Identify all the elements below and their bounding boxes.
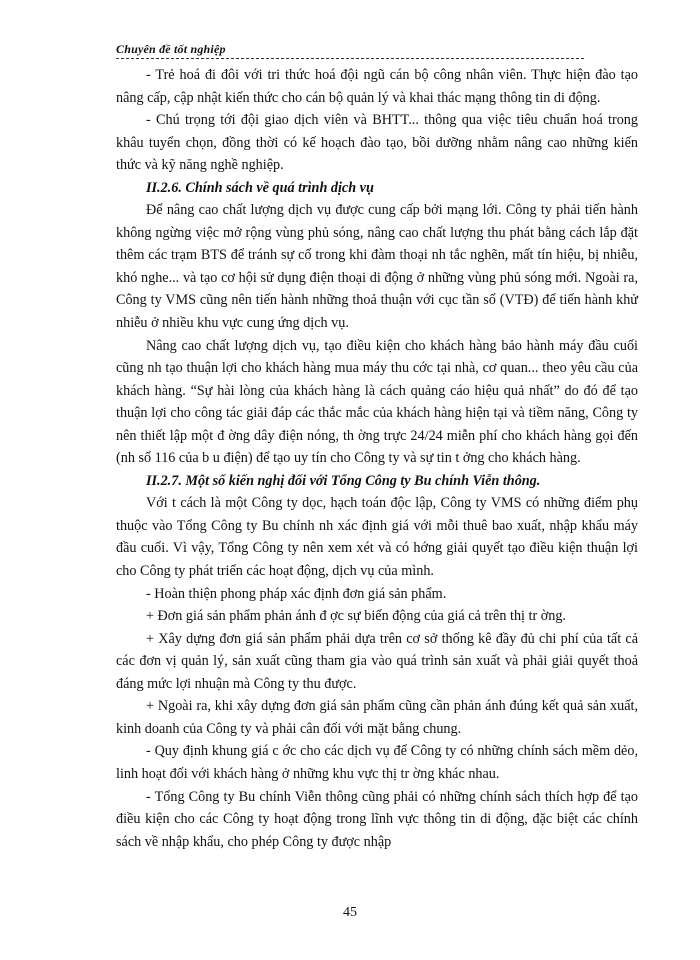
page-header-title: Chuyên đề tốt nghiệp bbox=[116, 42, 226, 56]
document-body bbox=[116, 64, 638, 853]
paragraph-staff-training: - Chú trọng tới đội giao dịch viên và BHTT... thông qua việc tiêu chuẩn hoá trong khâu tuyển chọn, đồng thời có kế hoạch đào tạo, bồi dưỡng nhằm nâng cao những kiến thức và kỹ năng nghề nghiệp. bbox=[116, 112, 638, 174]
paragraph-price-cost-basis: + Xây dựng đơn giá sản phẩm phải dựa trên cơ sở thống kê đầy đủ chi phí của tất cả các đơn vị quản lý, sản xuất cũng tham gia vào quá trình sản xuất và phải giải quyết thoả đáng mức lợi nhuận mà Công ty thu được. bbox=[116, 630, 638, 692]
section-heading-2-2-6: II.2.6. Chính sách về quá trình dịch vụ bbox=[146, 179, 374, 196]
paragraph-staff-youth: - Trẻ hoá đi đôi với tri thức hoá đội ngũ cán bộ công nhân viên. Thực hiện đào tạo nâng cấp, cập nhật kiến thức cho cán bộ quản lý và khai thác mạng thông tin di động. bbox=[116, 67, 638, 106]
paragraph-price-market: + Đơn giá sản phẩm phản ánh đ ợc sự biến động của giá cả trên thị tr ờng. bbox=[146, 608, 566, 625]
paragraph-customer-support: Nâng cao chất lượng dịch vụ, tạo điều kiện cho khách hàng bảo hành máy đầu cuối cũng nh tạo thuận lợi cho khách hàng mua máy thu cớc tại nhà, cơ quan... theo yêu cầu của khách hàng. “Sự hài lòng của khách hàng là cách quảng cáo hiệu quả nhất” do đó để tạo thuận lợi cho công tác giải đáp các thắc mắc của khách hàng hiện tại và tiềm năng, Công ty nên thiết lập một đ ờng dây điện nóng, th ờng trực 24/24 miễn phí cho khách hàng gọi đến (nh số 116 của b u điện) để tạo uy tín cho Công ty và sự tin t ởng cho khách hàng. bbox=[116, 337, 638, 467]
paragraph-corporate-policy: - Tổng Công ty Bu chính Viễn thông cũng phải có những chính sách thích hợp để tạo điều kiện cho các Công ty hoạt động trong lĩnh vực thông tin di động, đặc biệt các chính sách về nhập khẩu, cho phép Công ty được nhập bbox=[116, 788, 638, 850]
header-divider bbox=[116, 58, 584, 59]
paragraph-price-results: + Ngoài ra, khi xây dựng đơn giá sản phẩm cũng cần phản ánh đúng kết quả sản xuất, kinh doanh của Công ty và phải cân đối với mặt bằng chung. bbox=[116, 698, 638, 737]
paragraph-tariff-framework: - Quy định khung giá c ớc cho các dịch vụ để Công ty có những chính sách mềm dẻo, linh hoạt đối với khách hàng ở những khu vực thị tr ờng khác nhau. bbox=[116, 743, 638, 782]
paragraph-service-quality: Để nâng cao chất lượng dịch vụ được cung cấp bởi mạng lới. Công ty phải tiến hành không ngừng việc mở rộng vùng phủ sóng, nâng cao chất lượng thu phát bằng cách lắp đặt thêm các trạm BTS để tránh sự cố trong khi đàm thoại nh tắc nghẽn, mất tín hiệu, bị nhiễu, khó nghe... và tạo cơ hội sử dụng điện thoại di động ở những vùng phủ sóng mới. Ngoài ra, Công ty VMS cũng nên tiến hành những thoả thuận với cục tần số (VTĐ) để tiến hành khử nhiễu ở nhiều khu vực cung ứng dịch vụ. bbox=[116, 202, 638, 332]
page-number: 45 bbox=[343, 905, 357, 920]
paragraph-pricing-method: - Hoàn thiện phong pháp xác định đơn giá sản phẩm. bbox=[146, 585, 447, 602]
paragraph-recommendations: Với t cách là một Công ty dọc, hạch toán độc lập, Công ty VMS có những điểm phụ thuộc vào Tổng Công ty Bu chính nh xác định giá với mỗi thuê bao xuất, nhập khẩu máy đầu cuối. Vì vậy, Tổng Công ty nên xem xét và có hớng giải quyết tạo điều kiện thuận lợi cho Công ty phát triển các hoạt động, dịch vụ của mình. bbox=[116, 495, 638, 580]
section-heading-2-2-7: II.2.7. Một số kiến nghị đối với Tổng Công ty Bu chính Viễn thông. bbox=[146, 472, 541, 489]
